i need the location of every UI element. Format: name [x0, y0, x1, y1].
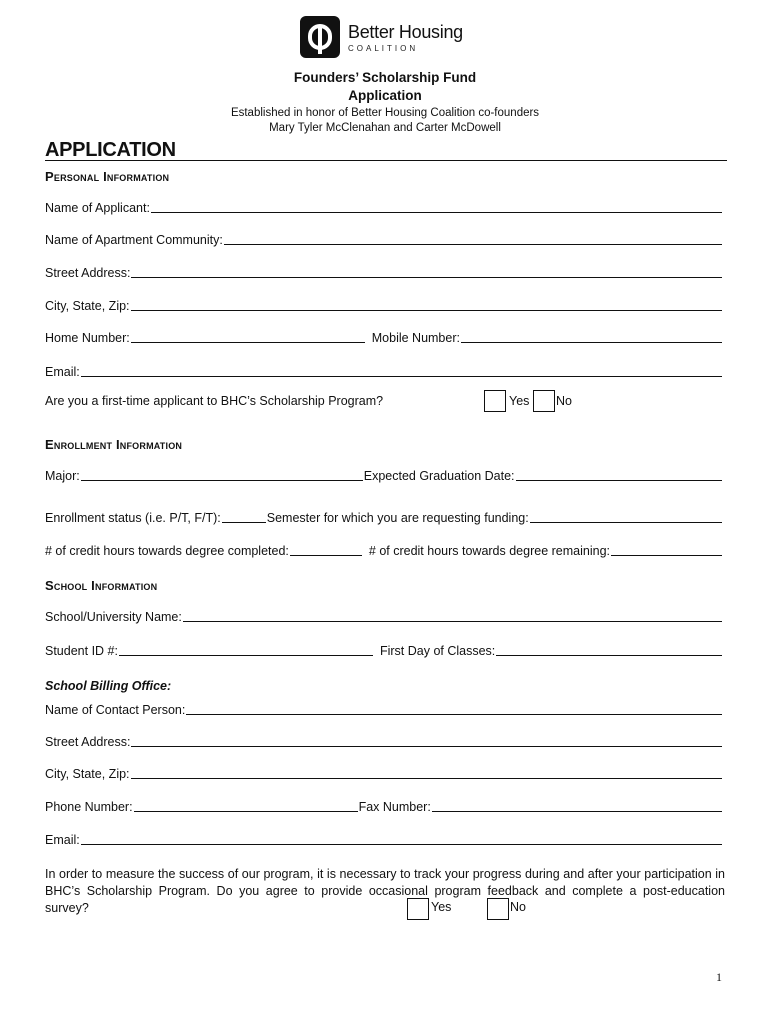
feedback-no-checkbox[interactable] [487, 898, 509, 920]
field-credits-completed[interactable] [290, 544, 362, 556]
field-mobile-number[interactable] [461, 331, 722, 343]
label-first-day: First Day of Classes: [379, 644, 496, 658]
row-school-name [45, 610, 723, 624]
row-enrollment-semester [45, 511, 723, 525]
label-mobile-number: Mobile Number: [371, 331, 460, 345]
label-applicant-name: Name of Applicant: [45, 201, 150, 215]
label-billing-city: City, State, Zip: [45, 767, 130, 781]
heading-rule [45, 160, 727, 161]
field-first-day[interactable] [496, 644, 722, 656]
first-time-yes-label: Yes [509, 394, 530, 408]
label-student-id: Student ID #: [45, 644, 118, 658]
label-credits-completed: # of credit hours towards degree completed: [45, 544, 289, 558]
row-billing-phone-fax [45, 800, 723, 814]
field-street-address[interactable] [131, 266, 722, 278]
field-credits-remaining[interactable] [611, 544, 722, 556]
logo-text [348, 22, 463, 53]
label-billing-fax: Fax Number: [358, 800, 431, 814]
label-credits-remaining: # of credit hours towards degree remaining: [368, 544, 610, 558]
row-billing-street [45, 735, 723, 749]
label-city-state-zip: City, State, Zip: [45, 299, 130, 313]
label-contact-person: Name of Contact Person: [45, 703, 186, 717]
row-city-state-zip [45, 299, 723, 313]
field-school-name[interactable] [183, 610, 722, 622]
doc-subtitle-line2: Mary Tyler McClenahan and Carter McDowell [269, 122, 501, 134]
doc-title-line2: Application [348, 88, 422, 103]
feedback-yes-checkbox[interactable] [407, 898, 429, 920]
label-semester: Semester for which you are requesting funding: [266, 511, 529, 525]
field-billing-phone[interactable] [134, 800, 358, 812]
field-billing-email[interactable] [81, 833, 722, 845]
label-street-address: Street Address: [45, 266, 131, 280]
feedback-yes-label: Yes [431, 900, 452, 914]
logo-name: Better Housing [348, 21, 463, 42]
row-major-graduation [45, 469, 723, 483]
label-email: Email: [45, 365, 80, 379]
row-applicant-name [45, 201, 723, 215]
logo [300, 16, 463, 58]
section-enrollment-information: Enrollment Information [45, 437, 183, 452]
label-billing-email: Email: [45, 833, 80, 847]
section-personal-information: Personal Information [45, 169, 170, 184]
field-graduation-date[interactable] [516, 469, 722, 481]
field-contact-person[interactable] [186, 703, 722, 715]
field-email[interactable] [81, 365, 722, 377]
row-phone-numbers [45, 331, 723, 345]
row-billing-city [45, 767, 723, 781]
field-apartment-community[interactable] [224, 233, 722, 245]
label-graduation-date: Expected Graduation Date: [363, 469, 515, 483]
row-contact-person [45, 703, 723, 717]
label-first-time-question: Are you a first-time applicant to BHC’s Scholarship Program? [45, 394, 384, 408]
field-semester[interactable] [530, 511, 722, 523]
field-major[interactable] [81, 469, 363, 481]
field-enrollment-status[interactable] [222, 511, 266, 523]
feedback-no-label: No [510, 900, 526, 914]
field-student-id[interactable] [119, 644, 373, 656]
doc-title-line1: Founders’ Scholarship Fund [293, 70, 477, 85]
feedback-question: In order to measure the success of our program, it is necessary to track your progress during and after your participation in BHC’s Scholarship Program. Do you agree to provide occasional program feedback and complete a post-education survey? [45, 867, 725, 915]
field-billing-city[interactable] [131, 767, 722, 779]
doc-subtitle-line1: Established in honor of Better Housing Coalition co-founders [230, 107, 540, 119]
label-enrollment-status: Enrollment status (i.e. P/T, F/T): [45, 511, 221, 525]
application-heading: APPLICATION [45, 139, 176, 161]
row-email [45, 365, 723, 379]
page-number: 1 [716, 970, 722, 984]
label-billing-street: Street Address: [45, 735, 131, 749]
row-apartment-community [45, 233, 723, 247]
first-time-no-checkbox[interactable] [533, 390, 555, 412]
field-billing-fax[interactable] [432, 800, 722, 812]
row-street-address [45, 266, 723, 280]
label-billing-phone: Phone Number: [45, 800, 133, 814]
row-student-id [45, 644, 723, 658]
field-city-state-zip[interactable] [131, 299, 722, 311]
logo-sub: COALITION [348, 43, 419, 53]
first-time-yes-checkbox[interactable] [484, 390, 506, 412]
label-home-number: Home Number: [45, 331, 130, 345]
section-school-information: School Information [45, 578, 158, 593]
field-home-number[interactable] [131, 331, 365, 343]
school-billing-office-heading: School Billing Office: [45, 679, 172, 693]
label-major: Major: [45, 469, 80, 483]
field-billing-street[interactable] [131, 735, 722, 747]
first-time-no-label: No [556, 394, 572, 408]
row-billing-email [45, 833, 723, 847]
field-applicant-name[interactable] [151, 201, 722, 213]
label-apartment-community: Name of Apartment Community: [45, 233, 223, 247]
bhc-logo-icon [300, 16, 340, 58]
row-credit-hours [45, 544, 723, 558]
label-school-name: School/University Name: [45, 610, 182, 624]
